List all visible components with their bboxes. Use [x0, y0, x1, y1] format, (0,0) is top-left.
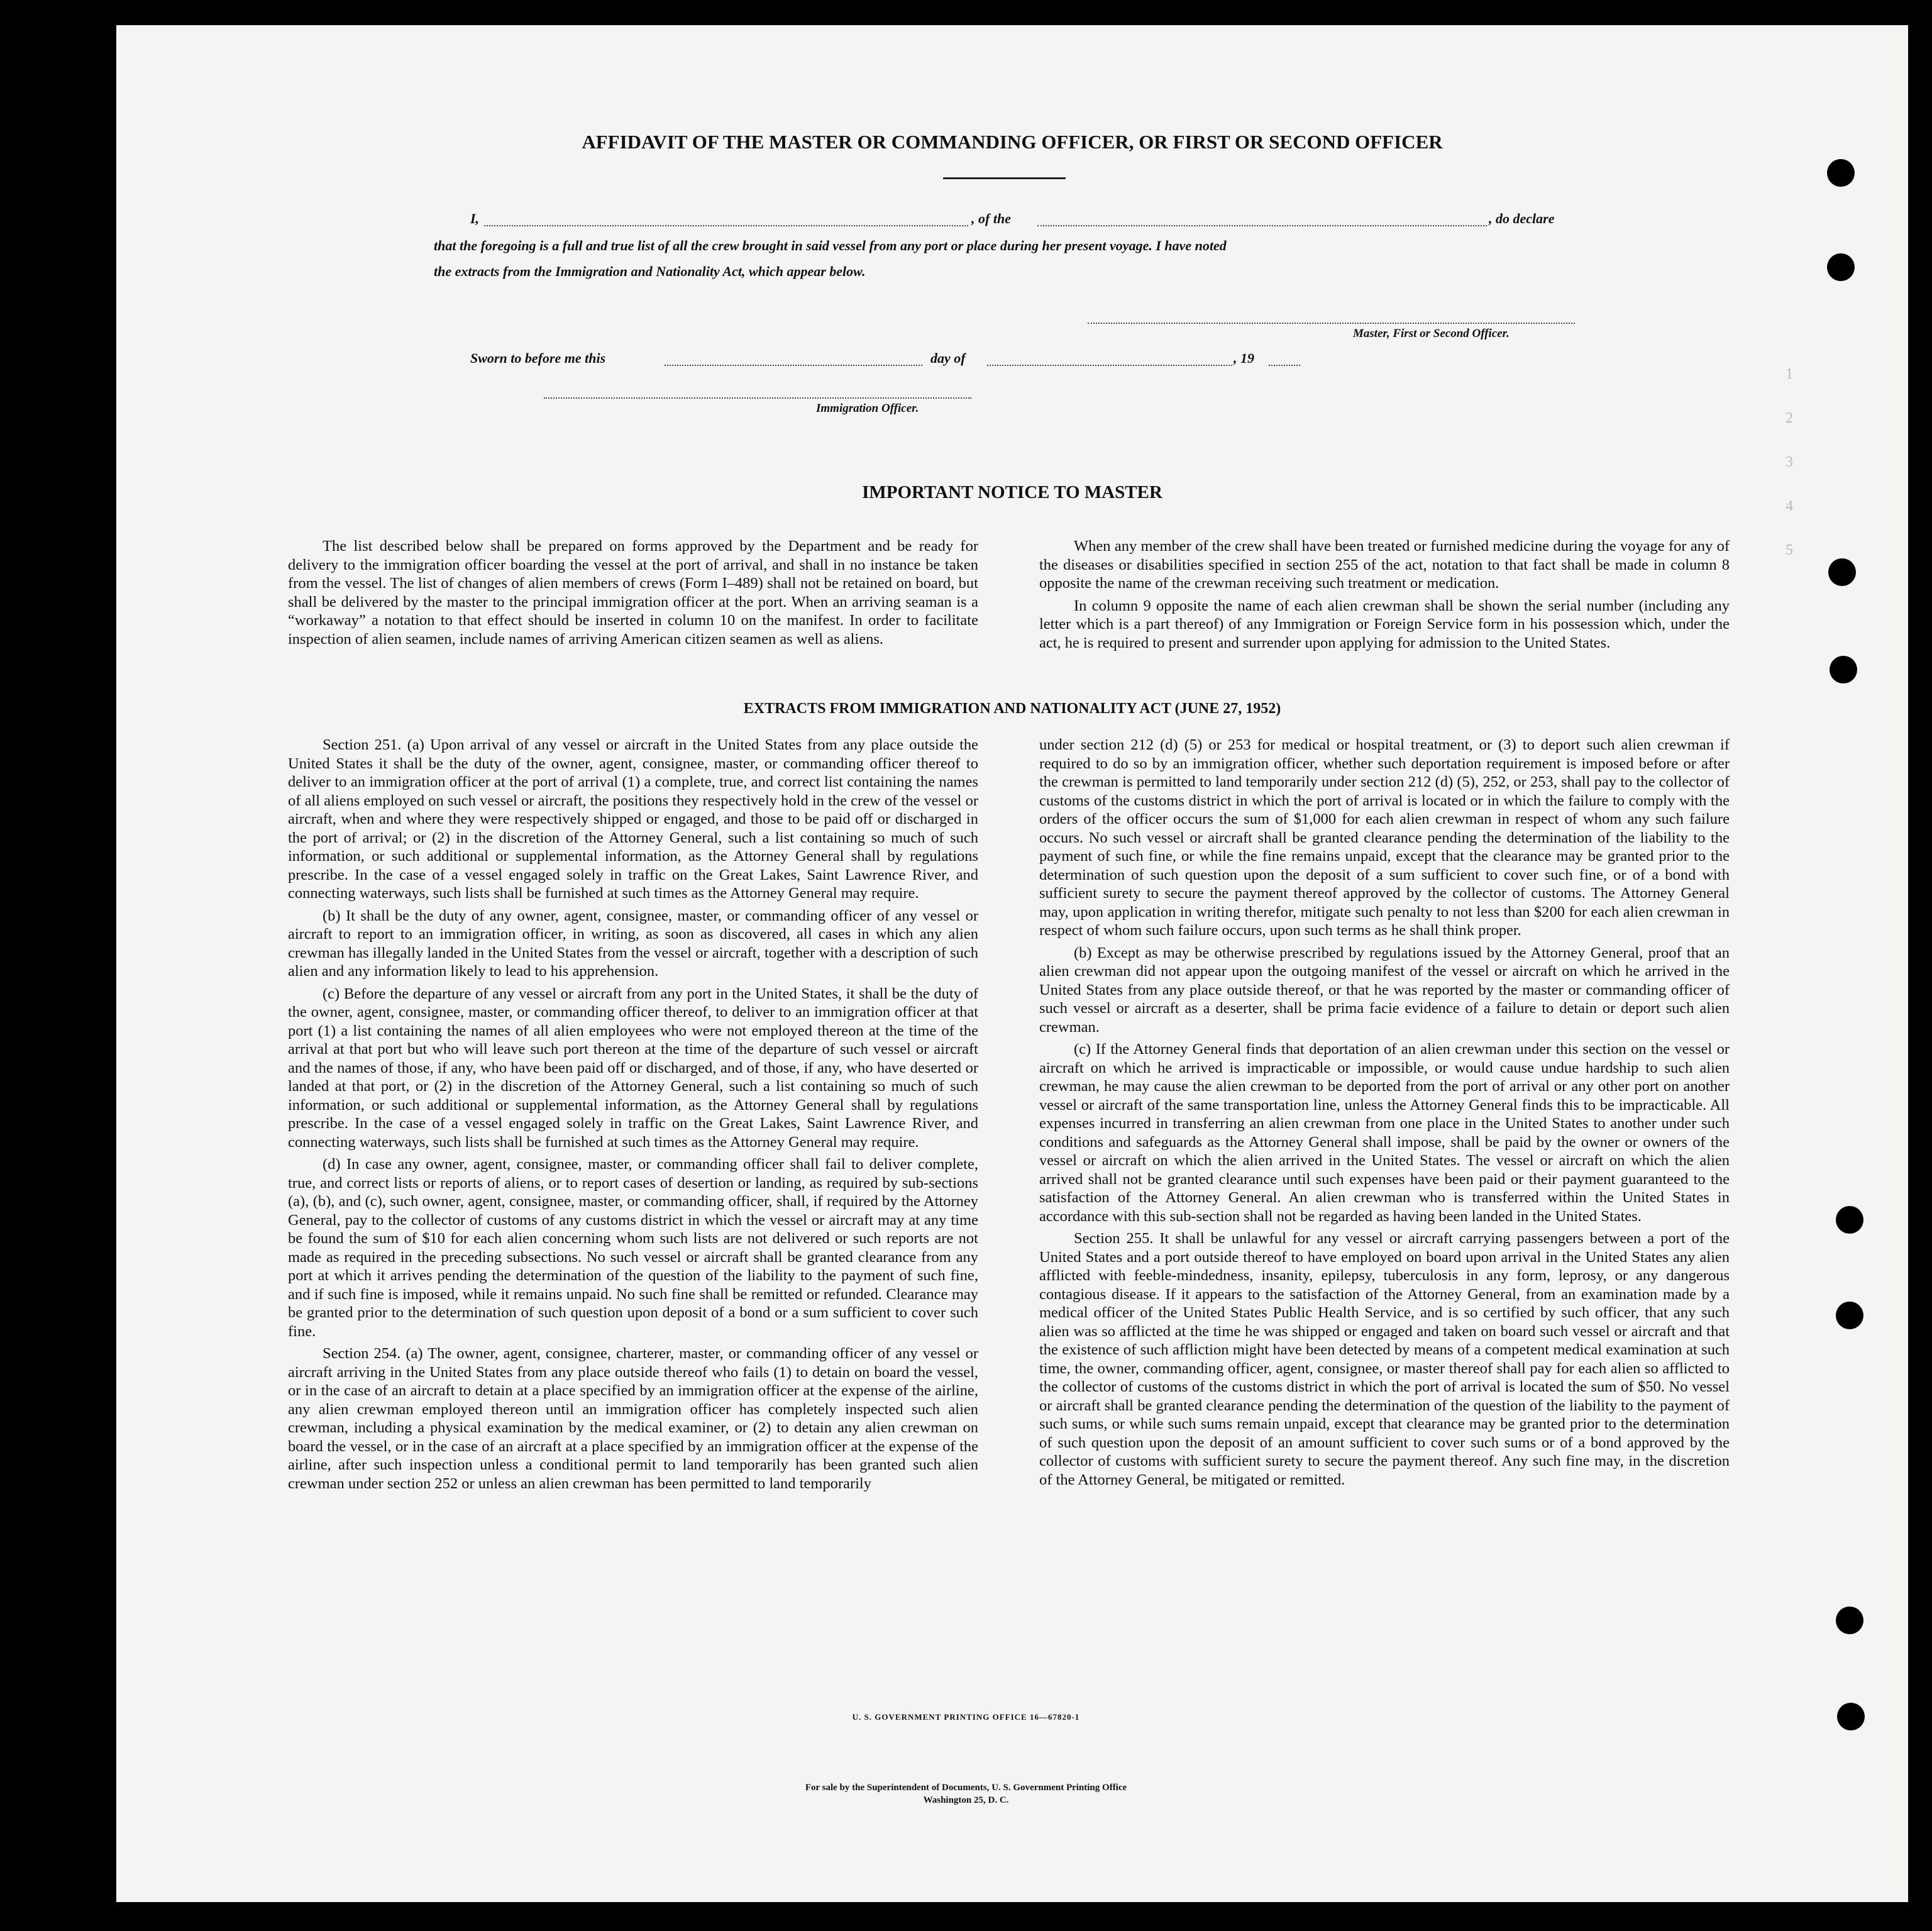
- day-of-label: day of: [930, 350, 966, 366]
- section-251-d: (d) In case any owner, agent, consignee, master, or commanding officer shall fail to deliver complete, true, and correct lists or reports of aliens, or to report cases of desertion or landing, as required by sub-sections (a), (b), and (c), such owner, agent, consignee, master, or commanding officer, shall, if required by the Attorney General, pay to the collector of customs of any customs district in which the vessel or aircraft may at any time be found the sum of $10 for each alien concerning whom such lists are not delivered or such reports are not made as required in the preceding subsections. No such vessel or aircraft shall be granted clearance from any port at which it arrives pending the determination of the question of the liability to the payment of such fine, and if such fine is imposed, while it remains unpaid. No such fine shall be remitted or refunded. Clearance may be granted prior to the determination of such question upon deposit of a bond or a sum sufficient to cover such fine.: [288, 1156, 978, 1340]
- vessel-field[interactable]: [1037, 225, 1487, 226]
- affidavit-do-declare-label: , do declare: [1489, 211, 1555, 226]
- punch-hole: [1827, 159, 1855, 187]
- signature-caption: Master, First or Second Officer.: [1353, 327, 1510, 340]
- signature-line[interactable]: [1088, 323, 1575, 324]
- sale-line-1: For sale by the Superintendent of Documents, U. S. Government Printing Office: [805, 1783, 1127, 1793]
- notice-left-column: [288, 537, 978, 652]
- punch-hole: [1836, 1206, 1863, 1234]
- section-251-c: (c) Before the departure of any vessel or aircraft from any port in the United States, it shall be the duty of the owner, agent, consignee, master, or commanding officer thereof, to deliver to an immigration officer at that port (1) a list containing the names of all alien employees who were not employed thereon at the time of the arrival at that port but who will leave such port thereon at the time of the departure of such vessel or aircraft and the names of those, if any, who have been paid off or discharged, and of those, if any, who have deserted or landed at that port, or (2) in the discretion of the Attorney General, such a list containing so much of such information, or such additional or supplemental information, as the Attorney General shall by regulations prescribe. In the case of a vessel engaged solely in traffic on the Great Lakes, Saint Lawrence River, and connecting waterways, such lists shall be furnished at such times as the Attorney General may require.: [288, 985, 978, 1151]
- affidavit-of-the-label: , of the: [971, 211, 1011, 226]
- officer-caption: Immigration Officer.: [816, 402, 919, 415]
- sworn-label: Sworn to before me this: [470, 350, 606, 366]
- sale-line-2: Washington 25, D. C.: [923, 1795, 1009, 1805]
- title-underline: [943, 177, 1066, 179]
- printer-line: U. S. GOVERNMENT PRINTING OFFICE 16—67820-1: [852, 1712, 1080, 1722]
- sworn-day-field[interactable]: [665, 365, 922, 366]
- notice-left-paragraph: The list described below shall be prepared on forms approved by the Department and be ready for delivery to the immigration officer boarding the vessel at the port of arrival, and shall in no instance be taken from the vessel. The list of changes of alien members of crews (Form I–489) shall not be retained on board, but shall be delivered by the master to the principal immigration officer at the port. When an arriving seaman is a “workaway” a notation to that effect should be inserted in column 10 on the manifest. In order to facilitate inspection of alien seamen, include names of arriving American citizen seamen as well as aliens.: [288, 538, 978, 648]
- punch-hole: [1830, 656, 1857, 683]
- affidavit-i-label: I,: [470, 211, 480, 226]
- punch-hole: [1827, 253, 1855, 281]
- bleed-through-marks: 1 2 3 4 5: [1786, 366, 1793, 558]
- extracts-title: EXTRACTS FROM IMMIGRATION AND NATIONALITY ACT (JUNE 27, 1952): [743, 700, 1281, 717]
- officer-signature-line[interactable]: [544, 397, 971, 399]
- affidavit-title: AFFIDAVIT OF THE MASTER OR COMMANDING OFFICER, OR FIRST OR SECOND OFFICER: [582, 131, 1443, 153]
- year-label: , 19: [1234, 350, 1254, 366]
- notice-title: IMPORTANT NOTICE TO MASTER: [862, 482, 1162, 502]
- sworn-month-field[interactable]: [987, 365, 1232, 366]
- punch-hole: [1828, 558, 1856, 586]
- punch-hole: [1836, 1302, 1863, 1329]
- section-254-a: Section 254. (a) The owner, agent, consignee, charterer, master, or commanding officer of any vessel or aircraft arriving in the United States from any place outside thereof who fails (1) to detain on board the vessel, or in the case of an aircraft to detain at a place specified by an immigration officer at the expense of the airline, any alien crewman employed thereon until an immigration officer has completely inspected such alien crewman, including a physical examination by the medical examiner, or (2) to detain any alien crewman on board the vessel, or in the case of an aircraft at a place specified by an immigration officer at the expense of the airline, after such inspection unless a conditional permit to land temporarily has been granted such alien crewman under section 252 or unless an alien crewman has been permitted to land temporarily: [288, 1345, 978, 1492]
- section-255: Section 255. It shall be unlawful for any vessel or aircraft carrying passengers between a port of the United States and a port outside thereof to have employed on board upon arrival in the United States any alien afflicted with feeble-mindedness, insanity, epilepsy, tuberculosis in any form, leprosy, or any dangerous contagious disease. If it appears to the satisfaction of the Attorney General, from an examination made by a medical officer of the United States Public Health Service, and is so certified by such officer, that any such alien was so afflicted at the time he was shipped or engaged and taken on board such vessel or aircraft and that the existence of such affliction might have been detected by means of a competent medical examination at such time, the owner, commanding officer, agent, consignee, or master thereof shall pay for each alien so afflicted to the collector of customs of the customs district in which the port of arrival is located the sum of $50. No vessel or aircraft shall be granted clearance pending the determination of the question of the liability to the payment of such sums, or while such sums remain unpaid, except that clearance may be granted prior to the determination of such question upon the deposit of an amount sufficient to cover such sums or of a bond approved by the collector of customs with sufficient surety to secure the payment thereof. Any such fine may, in the discretion of the Attorney General, be mitigated or remitted.: [1039, 1230, 1730, 1488]
- section-254-c: (c) If the Attorney General finds that deportation of an alien crewman under this section on the vessel or aircraft on which he arrived is impracticable or impossible, or would cause undue hardship to such alien crewman, he may cause the alien crewman to be deported from the port of arrival or any other port on another vessel or aircraft of the same transportation line, unless the Attorney General finds this to be impracticable. All expenses incurred in transferring an alien crewman from one place in the United States to another under such conditions and safeguards as the Attorney General shall impose, shall be paid by the owner or owners of the vessel or aircraft on which the alien arrived in the United States. The vessel or aircraft on which the alien arrived shall not be granted clearance until such expenses have been paid or their payment guaranteed to the satisfaction of the Attorney General. An alien crewman who is transferred within the United States in accordance with this sub-section shall not be regarded as having been landed in the United States.: [1039, 1041, 1730, 1225]
- extracts-left-column: [288, 736, 978, 1497]
- affidavit-line-3: the extracts from the Immigration and Nationality Act, which appear below.: [434, 263, 866, 279]
- sworn-year-field[interactable]: [1269, 365, 1300, 366]
- section-251-a: Section 251. (a) Upon arrival of any vessel or aircraft in the United States from any place outside the United States it shall be the duty of the owner, agent, consignee, master, or commanding officer thereof to deliver to an immigration officer at the port of arrival (1) a complete, true, and correct list containing the names of all aliens employed on such vessel or aircraft, the positions they respectively hold in the crew of the vessel or aircraft, when and where they were respectively shipped or engaged, and those to be paid off or discharged in the port of arrival; or (2) in the discretion of the Attorney General, such a list containing so much of such information, or such additional or supplemental information, as the Attorney General shall by regulations prescribe. In the case of a vessel engaged solely in traffic on the Great Lakes, Saint Lawrence River, and connecting waterways, such lists shall be furnished at such times as the Attorney General may require.: [288, 736, 978, 902]
- notice-right-column: [1039, 537, 1730, 656]
- punch-hole: [1836, 1607, 1863, 1634]
- name-field[interactable]: [484, 225, 968, 226]
- affidavit-line-2: that the foregoing is a full and true list of all the crew brought in said vessel from any port or place during her present voyage. I have noted: [434, 238, 1227, 253]
- notice-right-paragraph-1: When any member of the crew shall have been treated or furnished medicine during the voyage for any of the diseases or disabilities specified in section 255 of the act, notation to that fact shall be made in column 8 opposite the name of the crewman receiving such treatment or medication.: [1039, 538, 1730, 592]
- section-254-a-continued: under section 212 (d) (5) or 253 for medical or hospital treatment, or (3) to deport such alien crewman if required to do so by an immigration officer, whether such deportation requirement is imposed before or after the crewman is permitted to land temporarily under section 212 (d) (5), 252, or 253, shall pay to the collector of customs of the customs district in which the port of arrival is located or in which the failure to comply with the orders of the officer occurs the sum of $1,000 for each alien crewman in respect of whom any such failure occurs. No such vessel or aircraft shall be granted clearance pending the determination of the liability to the payment of such fine, or while the fine remains unpaid, except that the clearance may be granted prior to the determination of such question upon the deposit of a sum sufficient to cover such fine, or of a bond with sufficient surety to secure the payment thereof approved by the collector of customs. The Attorney General may, upon application in writing therefor, mitigate such penalty to not less than $200 for each alien crewman in respect of whom such failure occurs, upon such terms as he shall think proper.: [1039, 736, 1730, 939]
- extracts-right-column: [1039, 736, 1730, 1493]
- notice-right-paragraph-2: In column 9 opposite the name of each alien crewman shall be shown the serial number (including any letter which is a part thereof) of any Immigration or Foreign Service form in his possession which, under the act, he is required to present and surrender upon applying for admission to the United States.: [1039, 597, 1730, 651]
- section-251-b: (b) It shall be the duty of any owner, agent, consignee, master, or commanding officer of any vessel or aircraft to report to an immigration officer, in writing, as soon as discovered, all cases in which any alien crewman has illegally landed in the United States from the vessel or aircraft, together with a description of such alien and any information likely to lead to his apprehension.: [288, 907, 978, 980]
- section-254-b: (b) Except as may be otherwise prescribed by regulations issued by the Attorney General, proof that an alien crewman did not appear upon the outgoing manifest of the vessel or aircraft on which he arrived in the United States from any place outside thereof, or that he was reported by the master or commanding officer of such vessel or aircraft as a deserter, shall be prima facie evidence of a failure to detain or deport such alien crewman.: [1039, 944, 1730, 1036]
